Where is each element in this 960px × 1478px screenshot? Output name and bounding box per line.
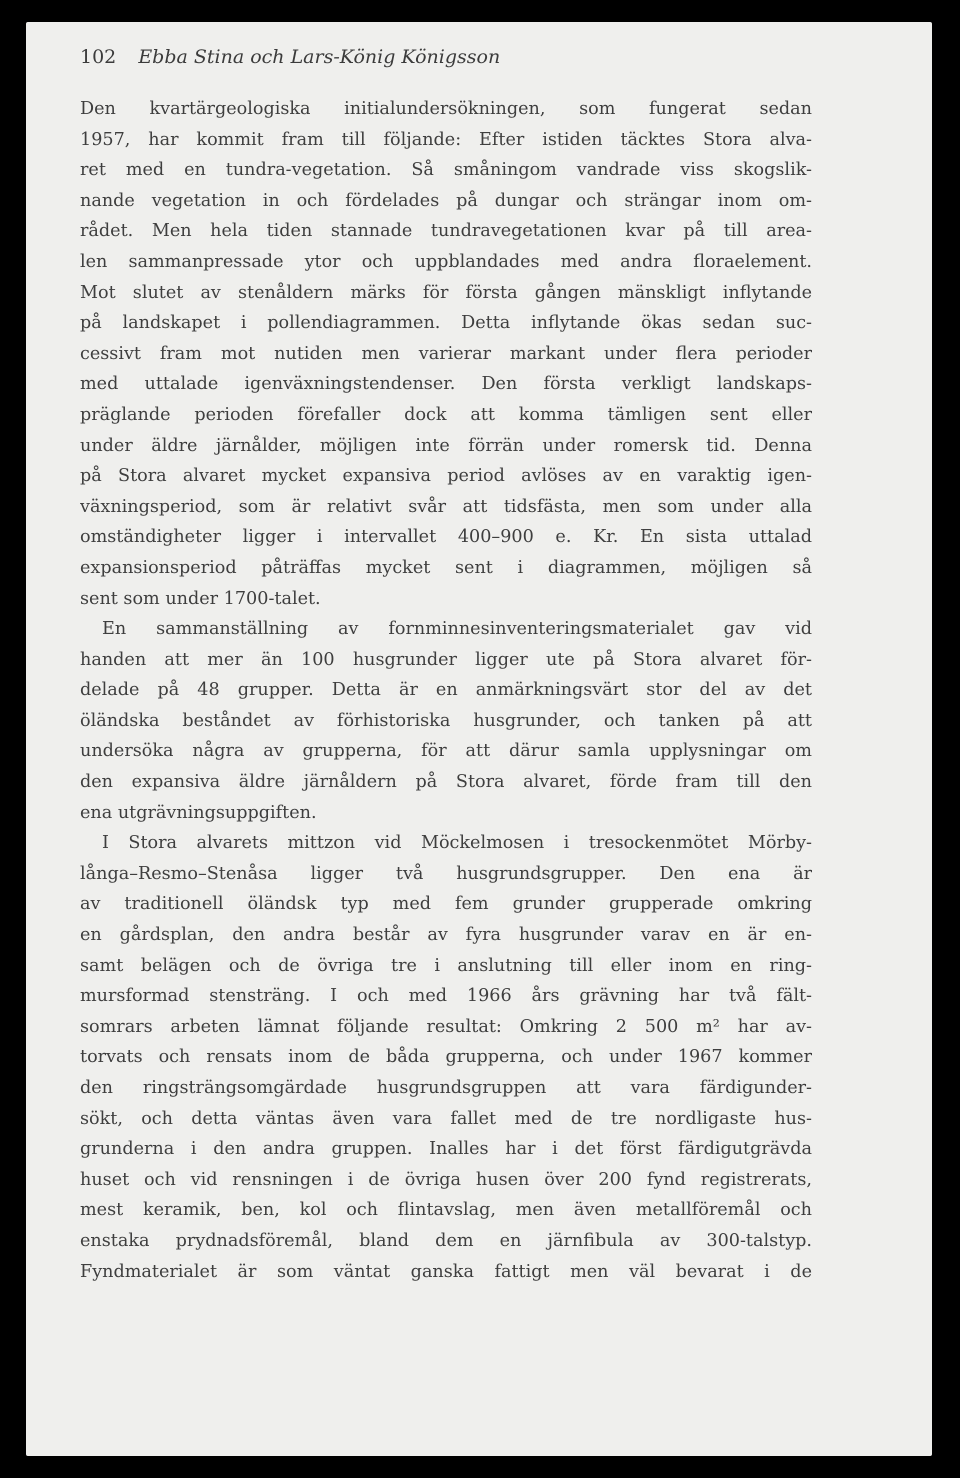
text-line: huset och vid rensningen i de övriga husen över 200 fynd registrerats, (80, 1169, 812, 1190)
text-line: delade på 48 grupper. Detta är en anmärkningsvärt stor del av det (80, 680, 812, 701)
text-line: präglande perioden förefaller dock att komma tämligen sent eller (80, 404, 812, 425)
page-header (80, 46, 500, 68)
text-line: på landskapet i pollendiagrammen. Detta inflytande ökas sedan suc- (80, 313, 812, 334)
text-line: av traditionell öländsk typ med fem grunder grupperade omkring (80, 894, 812, 915)
text-line: handen att mer än 100 husgrunder ligger ute på Stora alvaret för- (80, 649, 812, 670)
text-line: under äldre järnålder, möjligen inte förrän under romersk tid. Denna (80, 435, 812, 456)
text-line: expansionsperiod påträffas mycket sent i diagrammen, möjligen så (80, 557, 812, 578)
text-line: den ringsträngsomgärdade husgrundsgruppen att vara färdigunder- (80, 1078, 812, 1098)
text-line: mursformad stensträng. I och med 1966 års grävning har två fält- (80, 986, 812, 1007)
text-line: Den kvartärgeologiska initialundersökningen, som fungerat sedan (80, 99, 812, 119)
text-line: cessivt fram mot nutiden men varierar markant under flera perioder (80, 343, 812, 364)
text-line: ret med en tundra-vegetation. Så småningom vandrade viss skogslik- (80, 160, 812, 181)
text-line: långa–Resmo–Stenåsa ligger två husgrundsgrupper. Den ena är (80, 863, 812, 884)
text-line: Fyndmaterialet är som väntat ganska fattigt men väl bevarat i de (80, 1261, 812, 1282)
running-title: Ebba Stina och Lars-König Königsson (138, 46, 501, 68)
text-line: ena utgrävningsuppgiften. (80, 802, 317, 823)
text-line: enstaka prydnadsföremål, bland dem en järnfibula av 300-talstyp. (80, 1230, 812, 1251)
text-line: mest keramik, ben, kol och flintavslag, men även metallföremål och (80, 1200, 812, 1221)
text-line: samt belägen och de övriga tre i anslutning till eller inom en ring- (80, 955, 812, 976)
text-line: med uttalade igenväxningstendenser. Den första verkligt landskaps- (80, 374, 812, 395)
text-line: I Stora alvarets mittzon vid Möckelmosen i tresockenmötet Mörby- (102, 833, 812, 854)
text-line: Mot slutet av stenåldern märks för första gången mänskligt inflytande (80, 282, 812, 303)
text-line: grunderna i den andra gruppen. Inalles har i det först färdigutgrävda (80, 1139, 812, 1160)
text-line: omständigheter ligger i intervallet 400–900 e. Kr. En sista uttalad (80, 527, 812, 548)
body-text (80, 94, 812, 1287)
text-line: den expansiva äldre järnåldern på Stora alvaret, förde fram till den (80, 772, 812, 793)
text-line: nande vegetation in och fördelades på dungar och strängar inom om- (80, 190, 812, 211)
text-line: en gårdsplan, den andra består av fyra husgrunder varav en är en- (80, 925, 812, 946)
text-line: sent som under 1700-talet. (80, 588, 321, 609)
text-line: somrars arbeten lämnat följande resultat: Omkring 2 500 m² har av- (80, 1016, 812, 1037)
text-line: öländska beståndet av förhistoriska husgrunder, och tanken på att (80, 710, 812, 731)
text-line: undersöka några av grupperna, för att därur samla upplysningar om (80, 741, 812, 762)
text-line: len sammanpressade ytor och uppblandades med andra floraelement. (80, 251, 812, 272)
text-line: rådet. Men hela tiden stannade tundravegetationen kvar på till area- (80, 221, 812, 242)
text-line: sökt, och detta väntas även vara fallet med de tre nordligaste hus- (80, 1108, 812, 1129)
page-number: 102 (80, 46, 117, 68)
text-line: växningsperiod, som är relativt svår att tidsfästa, men som under alla (80, 496, 812, 517)
text-line: 1957, har kommit fram till följande: Efter istiden täcktes Stora alva- (80, 129, 812, 150)
text-line: på Stora alvaret mycket expansiva period avlöses av en varaktig igen- (80, 466, 812, 487)
text-line: torvats och rensats inom de båda grupperna, och under 1967 kommer (80, 1047, 812, 1068)
text-line: En sammanställning av fornminnesinventeringsmaterialet gav vid (102, 619, 812, 640)
